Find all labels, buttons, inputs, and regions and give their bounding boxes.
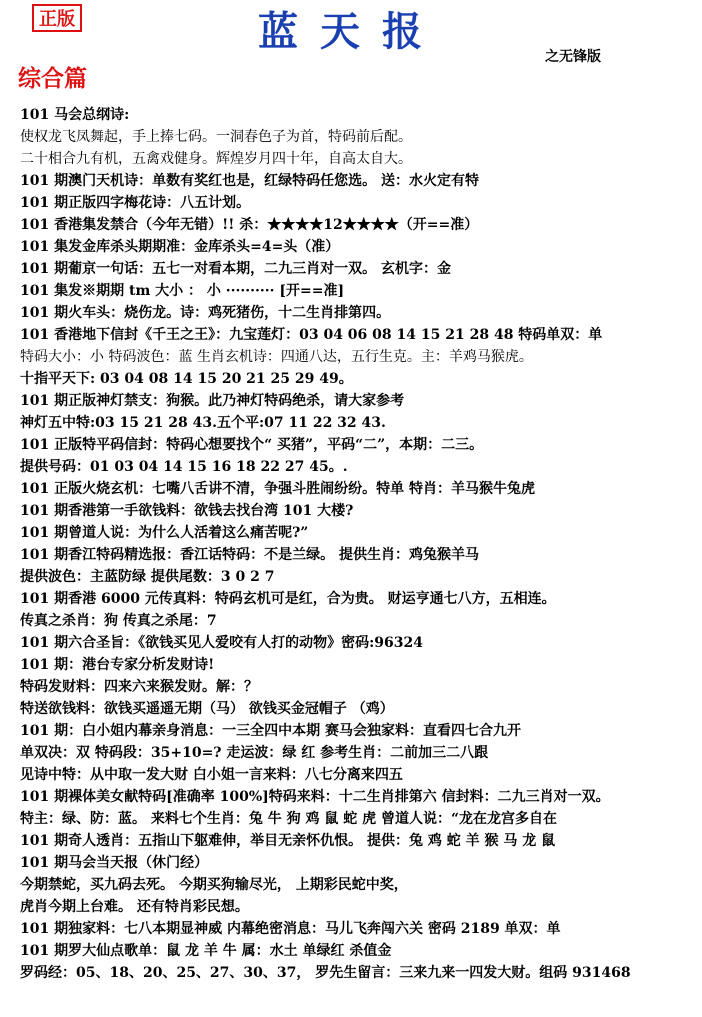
text-line: 101 集发※期期 tm 大小 ： 小 ·········· [开==准] — [20, 283, 345, 299]
text-line: 101 集发金库杀头期期准：金库杀头=4=头（准） — [20, 239, 340, 255]
text-line: 使权龙飞凤舞起，手上捧七码。一洞春色子为首，特码前后配。 — [20, 129, 412, 145]
text-line: 十指平天下: 03 04 08 14 15 20 21 25 29 49。 — [20, 371, 353, 387]
text-line: 特送欲钱料：欲钱买遥遥无期（马） 欲钱买金冠帽子 （鸡） — [20, 701, 394, 717]
text-line: 101 期：白小姐内幕亲身消息：一三全四中本期 赛马会独家料：直看四七合九开 — [20, 723, 521, 739]
text-line: 特码大小：小 特码波色：蓝 生肖玄机诗：四通八达，五行生克。主：羊鸡马猴虎。 — [20, 349, 533, 365]
text-line: 101 期澳门天机诗：单数有奖红也是，红绿特码任您选。 送：水火定有特 — [20, 173, 479, 189]
text-line: 101 期马会当天报（休门经） — [20, 855, 209, 871]
text-line: 提供号码：01 03 04 14 15 16 18 22 27 45。. — [20, 459, 348, 475]
text-line: 101 正版特平码信封：特码心想要找个“ 买猪”，平码“二”，本期：二三。 — [20, 437, 484, 453]
page-title: 蓝天报 — [258, 8, 444, 55]
text-line: 101 期奇人透肖：五指山下躯难伸，举目无亲怀仇恨。 提供：兔 鸡 蛇 羊 猴 马 龙 鼠 — [20, 833, 556, 849]
text-line: 101 期六合圣旨：《欲钱买见人爱咬有人打的动物》密码:96324 — [20, 635, 423, 651]
text-line: 101 期香港第一手欲钱料：欲钱去找台湾 101 大楼? — [20, 503, 354, 519]
text-line: 101 香港地下信封《千王之王》：九宝莲灯：03 04 06 08 14 15 21 28 48 特码单双：单 — [20, 327, 603, 343]
text-line: 神灯五中特:03 15 21 28 43.五个平:07 11 22 32 43. — [20, 415, 386, 431]
edition-label: 之无锋版 — [545, 49, 601, 65]
text-line: 今期禁蛇，买九码去死。 今期买狗输尽光， 上期彩民蛇中奖， — [20, 877, 408, 893]
text-line: 101 期正版神灯禁支：狗猴。此乃神灯特码绝杀，请大家参考 — [20, 393, 405, 409]
text-line: 特主：绿、防：蓝。 来料七个生肖：兔 牛 狗 鸡 鼠 蛇 虎 曾道人说：“龙在龙宫多自在 — [20, 811, 558, 827]
text-line: 101 期罗大仙点歌单：鼠 龙 羊 牛 属：水土 单绿红 杀值金 — [20, 943, 392, 959]
text-line: 罗码经：05、18、20、25、27、30、37， 罗先生留言：三来九来一四发大财。组码 931468 — [20, 965, 631, 981]
text-line: 101 期葡京一句话：五七一对看本期，二九三肖对一双。 玄机字：金 — [20, 261, 451, 277]
text-line: 101 期正版四字梅花诗：八五计划。 — [20, 195, 251, 211]
text-line: 传真之杀肖：狗 传真之杀尾：7 — [20, 613, 217, 629]
text-line: 提供波色：主蓝防绿 提供尾数：3 0 2 7 — [20, 569, 275, 585]
text-line: 101 期裸体美女献特码[准确率 100%]特码来料：十二生肖排第六 信封料：二九三肖对一双。 — [20, 789, 610, 805]
text-line: 101 期曾道人说：为什么人活着这么痛苦呢?” — [20, 525, 309, 541]
text-line: 101 期独家料：七八本期显神威 内幕绝密消息：马儿飞奔闯六关 密码 2189 单双：单 — [20, 921, 561, 937]
text-line: 单双决：双 特码段：35+10=? 走运波：绿 红 参考生肖：二前加三二八跟 — [20, 745, 489, 761]
section-heading: 综合篇 — [18, 65, 87, 92]
text-line: 二十相合九有机，五禽戏健身。辉煌岁月四十年，自高太自大。 — [20, 151, 412, 167]
text-line: 101 马会总纲诗: — [20, 107, 130, 123]
text-line: 101 期香港 6000 元传真料：特码玄机可是红，合为贵。 财运亨通七八方，五相连。 — [20, 591, 556, 607]
text-line: 101 期香江特码精选报：香江话特码：不是兰绿。 提供生肖：鸡兔猴羊马 — [20, 547, 479, 563]
genuine-badge: 正版 — [32, 4, 82, 32]
text-line: 特码发财料：四来六来猴发财。解：？ — [20, 679, 258, 695]
text-line: 101 正版火烧玄机：七嘴八舌讲不清，争强斗胜闹纷纷。特单 特肖：羊马猴牛兔虎 — [20, 481, 535, 497]
text-line: 101 香港集发禁合（今年无错）!! 杀：★★★★12★★★★（开==准） — [20, 217, 479, 233]
text-line: 见诗中特：从中取一发大财 白小姐一言来料：八七分离来四五 — [20, 767, 403, 783]
text-line: 101 期火车头：烧伤龙。诗：鸡死猪伤，十二生肖排第四。 — [20, 305, 391, 321]
text-line: 虎肖今期上台难。 还有特肖彩民想。 — [20, 899, 249, 915]
text-line: 101 期：港台专家分析发财诗! — [20, 657, 215, 673]
article-body — [20, 104, 696, 984]
